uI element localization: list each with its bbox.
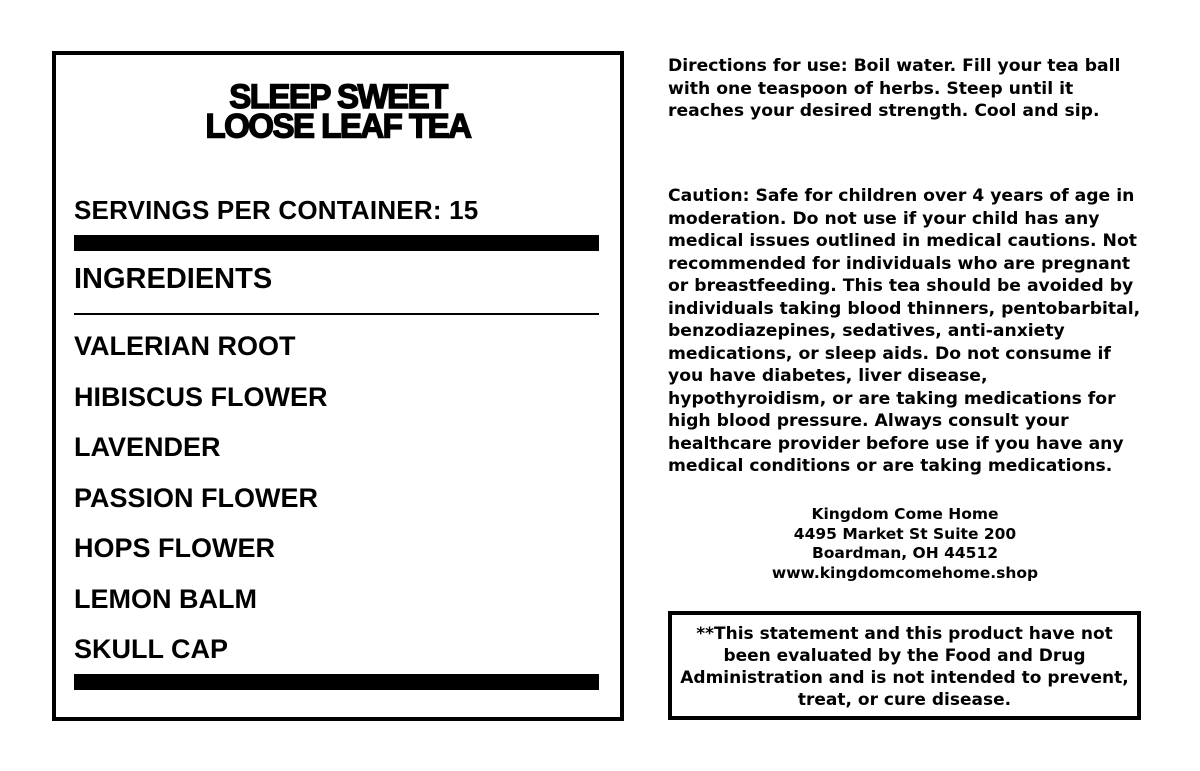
company-city: Boardman, OH 44512 (811, 544, 999, 562)
company-website: www.kingdomcomehome.shop (771, 563, 1039, 582)
company-address (668, 505, 1142, 583)
ingredient-item: SKULL CAP (74, 634, 229, 664)
ingredient-item: LAVENDER (74, 432, 221, 462)
ingredient-item: VALERIAN ROOT (74, 331, 296, 361)
ingredient-item: HOPS FLOWER (74, 533, 275, 563)
ingredients-panel (52, 51, 624, 721)
caution-text: Caution: Safe for children over 4 years of age in moderation. Do not use if your child has any medical issues outlined in medical cautions. Not recommended for individuals who are pregnant or breastfeeding. This tea should be avoided by individuals taking blood thinners, pentobarbital, benzodiazepines, sedatives, anti-anxiety medications, or sleep aids. Do not consume if you have diabetes, liver disease, hypothyroidism, or are taking medications for high blood pressure. Always consult your healthcare provider before use if you have any medical conditions or are taking medications. (668, 186, 1141, 476)
divider-thick-top (74, 235, 599, 251)
product-title-line1: SLEEP SWEET (229, 76, 447, 116)
product-title-line2: LOOSE LEAF TEA (205, 105, 471, 145)
divider-thick-bottom (74, 674, 599, 690)
divider-thin (74, 313, 599, 315)
company-name: Kingdom Come Home (811, 505, 999, 523)
company-street: 4495 Market St Suite 200 (793, 524, 1017, 543)
servings-per-container: SERVINGS PER CONTAINER: 15 (74, 195, 479, 225)
fda-disclaimer-box (668, 611, 1141, 720)
ingredient-item: HIBISCUS FLOWER (74, 381, 328, 412)
ingredient-item: PASSION FLOWER (74, 482, 319, 513)
fda-disclaimer-text: **This statement and this product have not been evaluated by the Food and Drug Administration and is not intended to prevent, treat, or cure disease. (680, 624, 1129, 710)
ingredient-item: LEMON BALM (74, 583, 257, 614)
ingredients-heading: INGREDIENTS (74, 263, 273, 295)
ingredients-list (74, 329, 328, 683)
directions-text: Directions for use: Boil water. Fill your tea ball with one teaspoon of herbs. Steep until it reaches your desired strength. Cool and sip. (668, 56, 1121, 121)
product-title (56, 76, 620, 145)
